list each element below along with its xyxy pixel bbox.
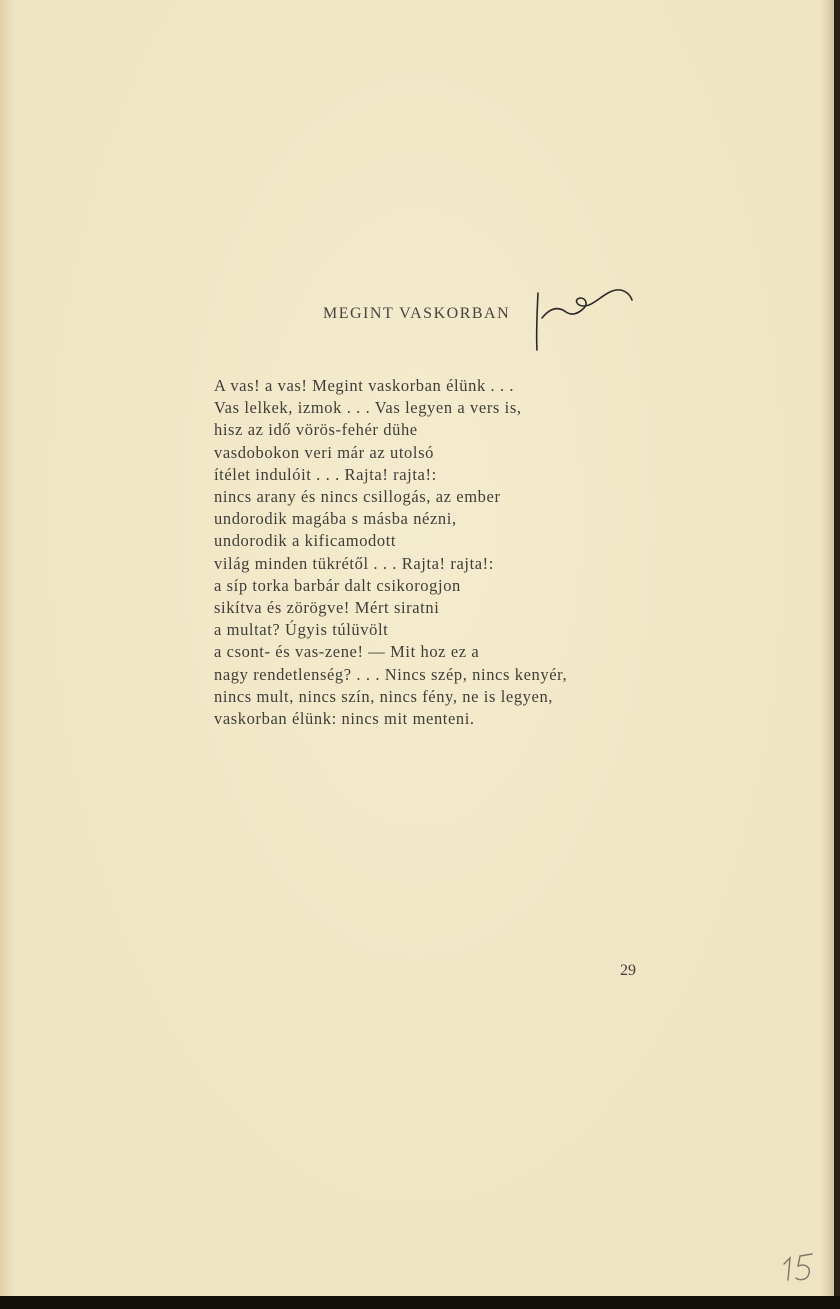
scan-edge bbox=[0, 1296, 840, 1309]
poem-line: ítélet indulóit . . . Rajta! rajta!: bbox=[214, 464, 437, 484]
poem-line: hisz az idő vörös-fehér dühe bbox=[214, 420, 418, 440]
poem-line: nagy rendetlenség? . . . Nincs szép, nincs kenyér, bbox=[214, 664, 568, 684]
poem-line: vaskorban élünk: nincs mit menteni. bbox=[214, 709, 475, 729]
poem-line: Vas lelkek, izmok . . . Vas legyen a vers is, bbox=[214, 398, 522, 418]
poem-line: vasdobokon veri már az utolsó bbox=[214, 442, 434, 462]
poem-line: a multat? Úgyis túlüvölt bbox=[214, 620, 389, 640]
poem-line: undorodik a kificamodott bbox=[214, 531, 397, 551]
handwritten-signature bbox=[528, 278, 638, 358]
poem-line: nincs arany és nincs csillogás, az ember bbox=[214, 487, 501, 507]
pencil-page-note bbox=[778, 1250, 818, 1286]
poem-body bbox=[214, 375, 654, 730]
poem-line: A vas! a vas! Megint vaskorban élünk . . . bbox=[214, 376, 515, 395]
poem-title: MEGINT VASKORBAN bbox=[323, 305, 511, 322]
poem-line: undorodik magába s másba nézni, bbox=[214, 509, 457, 529]
poem-line: nincs mult, nincs szín, nincs fény, ne is legyen, bbox=[214, 686, 554, 706]
page-number: 29 bbox=[620, 962, 636, 979]
poem-line: sikítva és zörögve! Mért siratni bbox=[214, 598, 440, 618]
poem-line: a csont- és vas-zene! — Mit hoz ez a bbox=[214, 642, 480, 662]
poem-line: világ minden tükrétől . . . Rajta! rajta!: bbox=[214, 553, 494, 573]
poem-line: a síp torka barbár dalt csikorogjon bbox=[214, 575, 461, 595]
